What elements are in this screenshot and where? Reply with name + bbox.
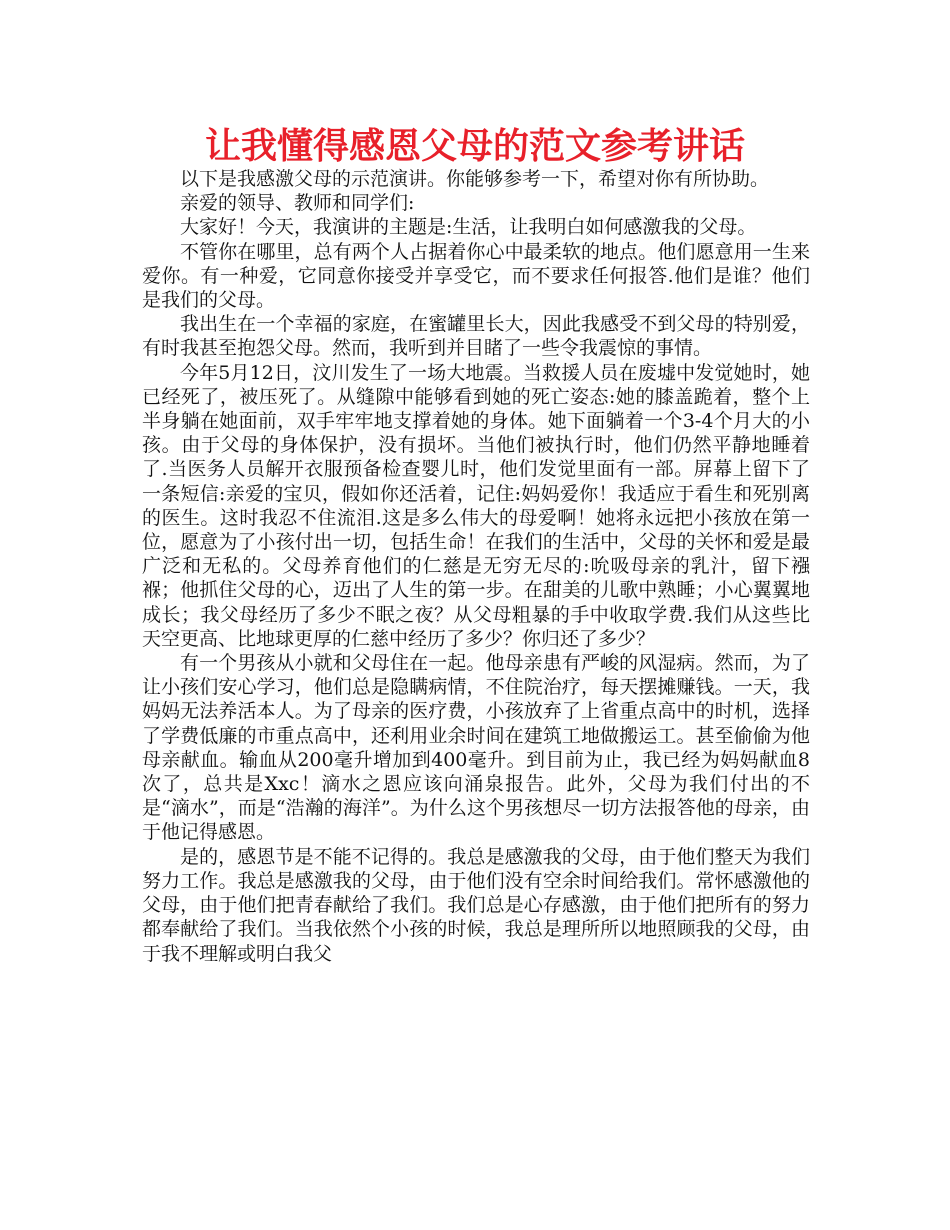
paragraph-body: 今年5月12日，汶川发生了一场大地震。当救援人员在废墟中发觉她时，她已经死了，被压死了。从缝隙中能够看到她的死亡姿态:她的膝盖跪着，整个上半身躺在她面前，双手牢牢地支撑着她的身体。她下面躺着一个3-4个月大的小孩。由于父母的身体保护，没有损坏。当他们被执行时，他们仍然平静地睡着了.当医务人员解开衣服预备检查婴儿时，他们发觉里面有一部。屏幕上留下了一条短信:亲爱的宝贝，假如你还活着，记住:妈妈爱你！我适应于看生和死别离的医生。这时我忍不住流泪.这是多么伟大的母爱啊！她将永远把小孩放在第一位，愿意为了小孩付出一切，包括生命！在我们的生活中，父母的关怀和爱是最广泛和无私的。父母养育他们的仁慈是无穷无尽的:吮吸母亲的乳汁，留下襁褓；他抓住父母的心，迈出了人生的第一步。在甜美的儿歌中熟睡；小心翼翼地成长；我父母经历了多少不眠之夜？从父母粗暴的手中收取学费.我们从这些比天空更高、比地球更厚的仁慈中经历了多少？你归还了多少？ [142, 361, 810, 650]
document-body [142, 167, 810, 966]
paragraph-body: 不管你在哪里，总有两个人占据着你心中最柔软的地点。他们愿意用一生来爱你。有一种爱，它同意你接受并享受它，而不要求任何报答.他们是谁？他们是我们的父母。 [142, 240, 810, 312]
paragraph-greeting: 大家好！今天，我演讲的主题是:生活，让我明白如何感激我的父母。 [180, 216, 757, 239]
paragraph-intro: 以下是我感激父母的示范演讲。你能够参考一下，希望对你有所协助。 [180, 168, 770, 190]
document-title: 让我懂得感恩父母的范文参考讲话 [204, 126, 745, 167]
paragraph-body: 有一个男孩从小就和父母住在一起。他母亲患有严峻的风湿病。然而，为了让小孩们安心学习，他们总是隐瞒病情，不住院治疗，每天摆摊赚钱。一天，我妈妈无法养活本人。为了母亲的医疗费，小孩放弃了上省重点高中的时机，选择了学费低廉的市重点高中，还利用业余时间在建筑工地做搬运工。甚至偷偷为他母亲献血。输血从200毫升增加到400毫升。到目前为止，我已经为妈妈献血8次了，总共是Xxc！滴水之恩应该向涌泉报告。此外，父母为我们付出的不是“滴水”，而是“浩瀚的海洋”。为什么这个男孩想尽一切方法报答他的母亲，由于他记得感恩。 [142, 652, 810, 844]
paragraph-body: 是的，感恩节是不能不记得的。我总是感激我的父母，由于他们整天为我们努力工作。我总是感激我的父母，由于他们没有空余时间给我们。常怀感激他的父母，由于他们把青春献给了我们。我们总是心存感激，由于他们把所有的努力都奉献给了我们。当我依然个小孩的时候，我总是理所所以地照顾我的父母，由于我不理解或明白我父 [142, 845, 810, 965]
paragraph-body: 我出生在一个幸福的家庭，在蜜罐里长大，因此我感受不到父母的特别爱，有时我甚至抱怨父母。然而，我听到并目睹了一些令我震惊的事情。 [142, 313, 810, 360]
paragraph-salutation: 亲爱的领导、教师和同学们: [180, 192, 415, 215]
